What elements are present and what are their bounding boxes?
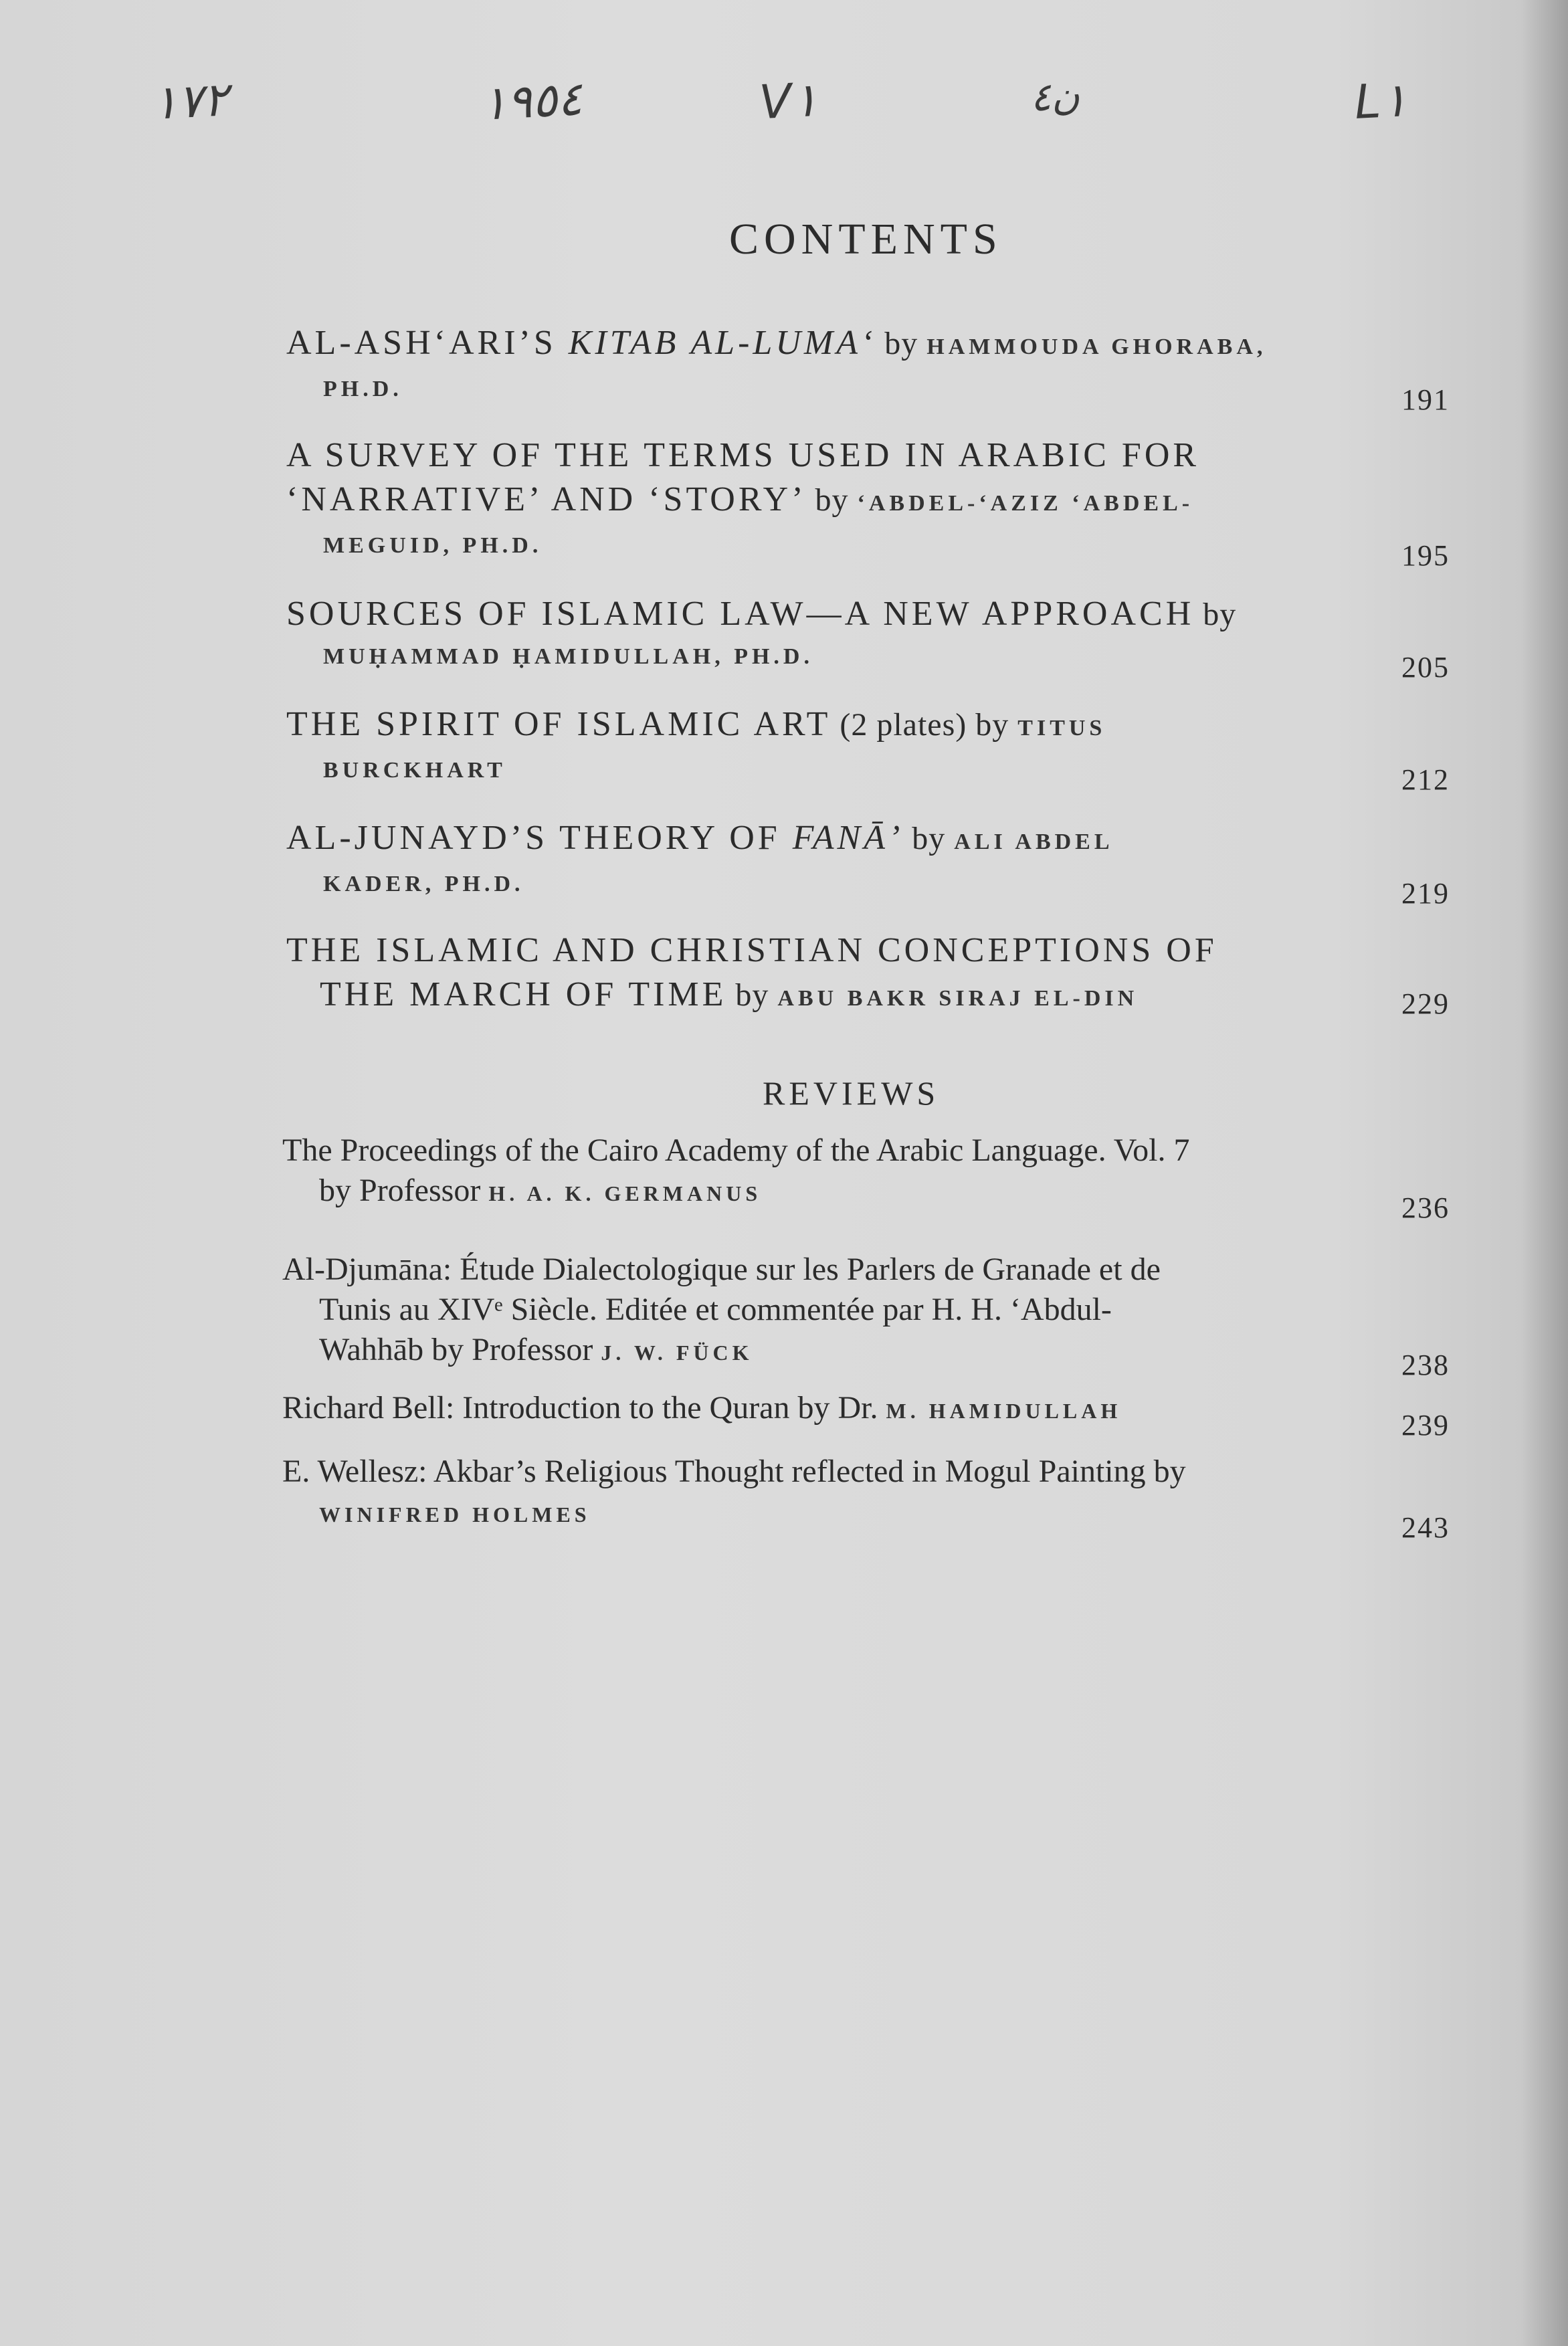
entry-author: ‘ABDEL-‘AZIZ ‘ABDEL-: [857, 491, 1194, 516]
review-entry-4: [282, 1452, 1366, 1535]
entry-title: [286, 816, 1370, 864]
page-number-6: 229: [1401, 987, 1450, 1020]
entry-author-continued: MEGUID, PH.D.: [323, 533, 543, 558]
review-author: J. W. FÜCK: [601, 1341, 753, 1365]
review-byline: [282, 1330, 1366, 1373]
by-text: by: [806, 482, 858, 518]
entry-title-line1: A SURVEY OF THE TERMS USED IN ARABIC FOR: [286, 436, 1200, 474]
review-page-number-1: 236: [1401, 1191, 1450, 1224]
entry-author: TITUS: [1017, 716, 1106, 741]
reviews-heading: REVIEWS: [763, 1074, 940, 1112]
entry-title-text: AL-ASH‘ARI’S: [286, 324, 569, 362]
entry-title-italic: FANĀ’: [792, 819, 904, 857]
review-entry-1: [282, 1131, 1366, 1213]
entry-title-line1: THE ISLAMIC AND CHRISTIAN CONCEPTIONS OF: [286, 931, 1217, 969]
page-number-4: 212: [1401, 763, 1450, 796]
entry-author-continued: PH.D.: [323, 377, 403, 401]
entry-title-line2: [286, 973, 1370, 1021]
by-text: by: [876, 326, 927, 361]
entry-title-text: AL-JUNAYD’S THEORY OF: [286, 819, 793, 857]
entry-title: [286, 592, 1370, 637]
contents-entry-4: [286, 702, 1370, 791]
review-title-line1: Al-Djumāna: Étude Dialectologique sur les Parlers de Granade et de: [282, 1252, 1161, 1287]
contents-entry-3: [286, 592, 1370, 677]
handwritten-annotation-3: V١: [757, 72, 819, 130]
plates-note: (2 plates): [831, 707, 967, 743]
page-number-5: 219: [1401, 877, 1450, 910]
review-title: [282, 1388, 1366, 1431]
by-text: by: [1194, 597, 1237, 632]
entry-title-italic: KITAB AL-LUMA‘: [568, 324, 876, 362]
review-entry-2: [282, 1250, 1366, 1373]
entry-author: ALI ABDEL: [954, 829, 1114, 854]
review-page-number-4: 243: [1401, 1511, 1450, 1544]
review-title-line2: Tunis au XIVᵉ Siècle. Editée et commentée par H. H. ‘Abdul-: [319, 1292, 1112, 1327]
review-author: WINIFRED HOLMES: [319, 1502, 591, 1527]
entry-author-continued: KADER, PH.D.: [323, 872, 524, 896]
review-entry-3: [282, 1388, 1366, 1431]
handwritten-annotation-1: ١٧٢: [151, 72, 229, 130]
review-byline: [282, 1171, 1366, 1213]
review-byline: [282, 1492, 1366, 1535]
handwritten-annotation-2: ١٩٥٤: [480, 71, 584, 131]
contents-entry-1: [286, 321, 1370, 409]
entry-title-text: ‘NARRATIVE’ AND ‘STORY’: [286, 480, 807, 518]
by-text: by: [726, 977, 778, 1013]
entry-author-continued: BURCKHART: [323, 758, 506, 783]
entry-title: [286, 321, 1370, 369]
handwritten-annotation-4: ن٤: [1029, 72, 1081, 120]
review-title: The Proceedings of the Cairo Academy of the Arabic Language. Vol. 7: [282, 1133, 1190, 1168]
review-author: H. A. K. GERMANUS: [488, 1181, 762, 1205]
review-title: E. Wellesz: Akbar’s Religious Thought reflected in Mogul Painting by: [282, 1454, 1186, 1489]
review-page-number-2: 238: [1401, 1349, 1450, 1381]
entry-title-text: SOURCES OF ISLAMIC LAW—A NEW APPROACH: [286, 595, 1195, 633]
by-text: by: [903, 821, 955, 856]
contents-entry-2: [286, 433, 1370, 566]
entry-title: [286, 702, 1370, 751]
entry-author: HAMMOUDA GHORABA,: [926, 334, 1267, 359]
page-title: CONTENTS: [729, 215, 1003, 264]
contents-entry-5: [286, 816, 1370, 904]
entry-author: MUḤAMMAD ḤAMIDULLAH, PH.D.: [323, 644, 813, 669]
entry-author: ABU BAKR SIRAJ EL-DIN: [777, 986, 1139, 1011]
contents-entry-6: [286, 928, 1370, 1021]
page-number-3: 205: [1401, 651, 1450, 684]
entry-title-line2: [286, 478, 1370, 526]
page-number-1: 191: [1401, 383, 1450, 416]
review-byline-text: Wahhāb by Professor: [319, 1332, 601, 1367]
review-title-text: Richard Bell: Introduction to the Quran by Dr.: [282, 1390, 886, 1426]
handwritten-annotation-5: L١: [1353, 72, 1409, 130]
entry-title-text: THE MARCH OF TIME: [320, 975, 727, 1013]
by-text: by: [967, 707, 1018, 743]
page-number-2: 195: [1401, 539, 1450, 572]
entry-title-text: THE SPIRIT OF ISLAMIC ART: [286, 705, 831, 743]
review-author: M. HAMIDULLAH: [886, 1399, 1122, 1423]
review-page-number-3: 239: [1401, 1409, 1450, 1442]
review-byline-text: by Professor: [319, 1173, 489, 1208]
